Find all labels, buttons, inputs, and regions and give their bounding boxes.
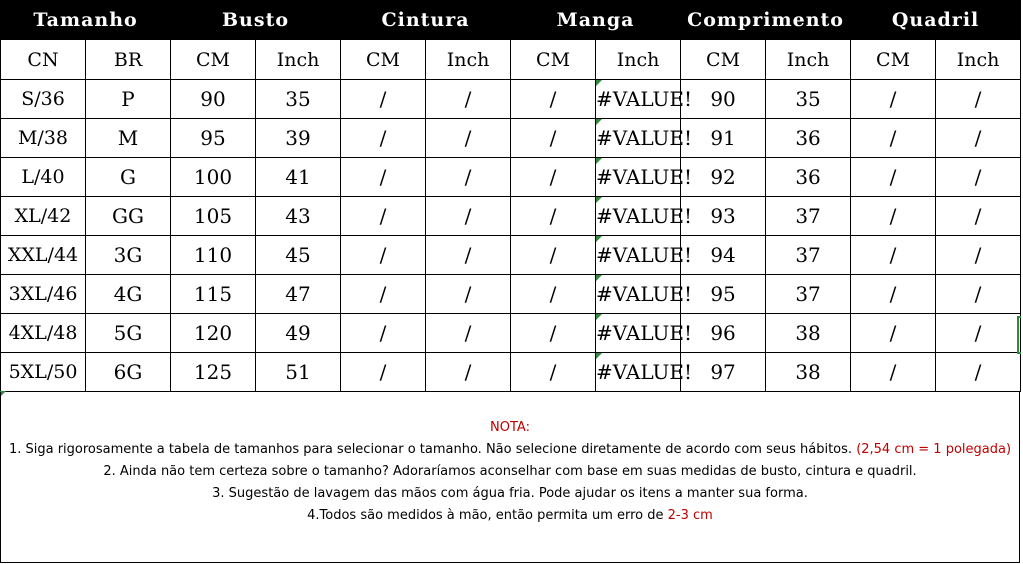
table-cell: XL/42 [1, 197, 86, 236]
table-cell: #VALUE! [596, 158, 681, 197]
table-row [1, 158, 1021, 197]
table-cell: / [511, 314, 596, 353]
table-cell: L/40 [1, 158, 86, 197]
table-row [1, 197, 1021, 236]
table-cell: / [426, 197, 511, 236]
table-cell: / [936, 314, 1021, 353]
table-cell: 35 [766, 80, 851, 119]
selected-cell-marker [1017, 316, 1021, 354]
table-cell: 92 [681, 158, 766, 197]
table-cell: / [511, 119, 596, 158]
subheader-cell: Inch [256, 40, 341, 80]
table-cell: M [86, 119, 171, 158]
table-row [1, 80, 1021, 119]
subheader-cell: Inch [936, 40, 1021, 80]
table-cell: / [341, 197, 426, 236]
note-line-1: 1. Siga rigorosamente a tabela de tamanhos para selecionar o tamanho. Não selecione diretamente de acordo com seus hábitos. (2,54 cm = 1 polegada) [8, 442, 1012, 457]
table-cell: 115 [171, 275, 256, 314]
table-cell: 3G [86, 236, 171, 275]
table-cell: #VALUE! [596, 353, 681, 392]
table-cell: 43 [256, 197, 341, 236]
table-cell: 105 [171, 197, 256, 236]
subheader-row [1, 40, 1021, 80]
table-cell: 36 [766, 158, 851, 197]
table-cell: 93 [681, 197, 766, 236]
table-cell: 37 [766, 236, 851, 275]
table-cell: 36 [766, 119, 851, 158]
table-cell: 96 [681, 314, 766, 353]
note-line-3: 3. Sugestão de lavagem das mãos com água fria. Pode ajudar os itens a manter sua forma. [212, 486, 808, 501]
table-cell: 47 [256, 275, 341, 314]
table-cell: / [341, 314, 426, 353]
table-cell: / [851, 119, 936, 158]
table-cell: / [341, 236, 426, 275]
notes-title: NOTA: [490, 420, 530, 435]
notes-box [0, 392, 1020, 563]
table-cell: / [511, 158, 596, 197]
table-cell: #VALUE! [596, 314, 681, 353]
table-cell: / [936, 119, 1021, 158]
table-cell: P [86, 80, 171, 119]
table-cell: / [426, 158, 511, 197]
table-cell: 4G [86, 275, 171, 314]
table-cell: 4XL/48 [1, 314, 86, 353]
table-cell: / [341, 353, 426, 392]
table-cell: / [851, 353, 936, 392]
table-cell: / [341, 119, 426, 158]
header-cell: Tamanho [1, 1, 171, 40]
table-cell: 5G [86, 314, 171, 353]
note-error-range: 2-3 cm [667, 508, 713, 523]
table-cell: 91 [681, 119, 766, 158]
header-cell: Quadril [851, 1, 1021, 40]
table-cell: 38 [766, 353, 851, 392]
table-cell: GG [86, 197, 171, 236]
subheader-cell: CM [511, 40, 596, 80]
table-cell: #VALUE! [596, 236, 681, 275]
table-row [1, 353, 1021, 392]
table-cell: 49 [256, 314, 341, 353]
table-cell: / [936, 158, 1021, 197]
table-row [1, 275, 1021, 314]
subheader-cell: Inch [596, 40, 681, 80]
subheader-cell: Inch [426, 40, 511, 80]
table-cell: 38 [766, 314, 851, 353]
table-cell: / [426, 80, 511, 119]
table-cell: 120 [171, 314, 256, 353]
table-cell: 94 [681, 236, 766, 275]
table-cell: / [936, 275, 1021, 314]
subheader-cell: BR [86, 40, 171, 80]
table-cell: 110 [171, 236, 256, 275]
table-cell: #VALUE! [596, 197, 681, 236]
header-cell: Cintura [341, 1, 511, 40]
table-cell: / [851, 275, 936, 314]
table-cell: / [851, 197, 936, 236]
subheader-cell: Inch [766, 40, 851, 80]
table-row [1, 236, 1021, 275]
table-cell: 100 [171, 158, 256, 197]
table-cell: 37 [766, 275, 851, 314]
subheader-cell: CM [681, 40, 766, 80]
table-cell: 95 [681, 275, 766, 314]
table-cell: / [936, 236, 1021, 275]
table-cell: 5XL/50 [1, 353, 86, 392]
table-cell: / [851, 158, 936, 197]
note-line-2: 2. Ainda não tem certeza sobre o tamanho? Adoraríamos aconselhar com base em suas medidas de busto, cintura e quadril. [103, 464, 917, 479]
table-cell: 39 [256, 119, 341, 158]
table-cell: / [936, 197, 1021, 236]
table-cell: / [851, 80, 936, 119]
table-cell: 41 [256, 158, 341, 197]
table-cell: / [851, 314, 936, 353]
table-cell: / [936, 80, 1021, 119]
table-cell: 6G [86, 353, 171, 392]
table-row [1, 119, 1021, 158]
subheader-cell: CM [851, 40, 936, 80]
note-conversion: (2,54 cm = 1 polegada) [856, 442, 1012, 457]
note-line-4: 4.Todos são medidos à mão, então permita um erro de 2-3 cm [307, 508, 713, 523]
header-cell: Comprimento [681, 1, 851, 40]
table-cell: S/36 [1, 80, 86, 119]
table-cell: / [511, 353, 596, 392]
table-cell: / [426, 353, 511, 392]
table-cell: #VALUE! [596, 275, 681, 314]
table-cell: #VALUE! [596, 119, 681, 158]
table-cell: 97 [681, 353, 766, 392]
table-cell: XXL/44 [1, 236, 86, 275]
table-cell: 90 [681, 80, 766, 119]
table-cell: / [341, 275, 426, 314]
table-cell: 37 [766, 197, 851, 236]
table-cell: 45 [256, 236, 341, 275]
table-cell: 125 [171, 353, 256, 392]
table-cell: G [86, 158, 171, 197]
subheader-cell: CN [1, 40, 86, 80]
table-cell: / [936, 353, 1021, 392]
table-row [1, 314, 1021, 353]
table-cell: / [341, 158, 426, 197]
table-cell: / [426, 275, 511, 314]
table-cell: M/38 [1, 119, 86, 158]
table-cell: / [511, 80, 596, 119]
header-cell: Manga [511, 1, 681, 40]
subheader-cell: CM [341, 40, 426, 80]
table-body [1, 80, 1021, 392]
table-cell: / [341, 80, 426, 119]
table-cell: / [511, 236, 596, 275]
header-cell: Busto [171, 1, 341, 40]
table-cell: 3XL/46 [1, 275, 86, 314]
table-cell: / [426, 236, 511, 275]
table-cell: 90 [171, 80, 256, 119]
table-cell: / [851, 236, 936, 275]
subheader-cell: CM [171, 40, 256, 80]
table-cell: 51 [256, 353, 341, 392]
table-cell: #VALUE! [596, 80, 681, 119]
table-cell: / [511, 197, 596, 236]
table-cell: / [426, 119, 511, 158]
table-cell: 95 [171, 119, 256, 158]
header-row [1, 1, 1021, 40]
table-cell: / [511, 275, 596, 314]
table-cell: / [426, 314, 511, 353]
table-cell: 35 [256, 80, 341, 119]
